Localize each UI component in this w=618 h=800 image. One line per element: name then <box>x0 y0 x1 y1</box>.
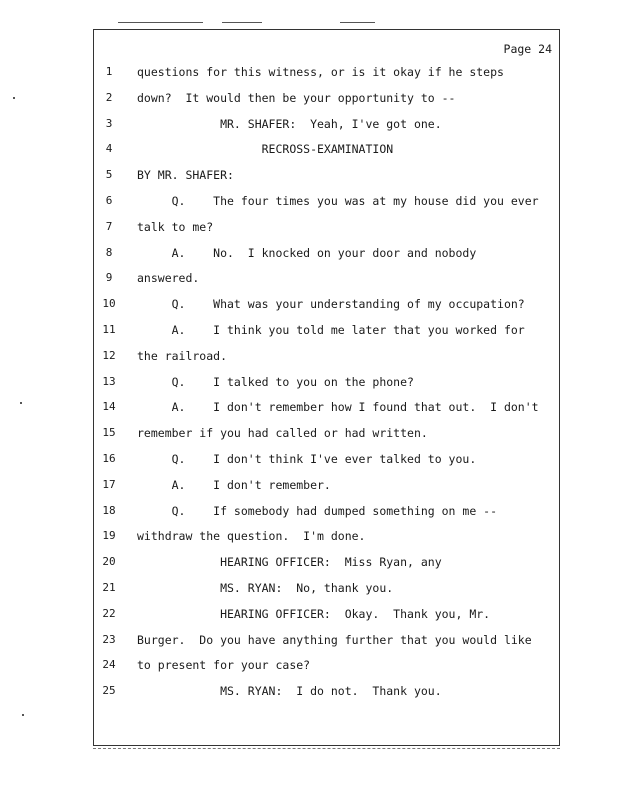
line-text: Q. If somebody had dumped something on me -- <box>137 503 498 518</box>
line-number: 17 <box>102 477 116 491</box>
scan-mark <box>118 22 203 23</box>
line-text: MS. RYAN: No, thank you. <box>137 581 394 595</box>
line-text: Q. I don't think I've ever talked to you. <box>137 452 477 466</box>
scan-mark <box>222 22 262 23</box>
transcript-line <box>0 268 618 294</box>
line-number: 21 <box>102 581 116 594</box>
page-number: Page 24 <box>503 42 552 56</box>
line-number: 15 <box>102 426 116 440</box>
line-number: 11 <box>102 323 116 336</box>
line-text: questions for this witness, or is it okay if he steps <box>137 65 504 79</box>
line-number: 22 <box>102 606 116 620</box>
transcript-line <box>0 526 618 552</box>
transcript-line <box>0 62 618 88</box>
line-text: Q. I talked to you on the phone? <box>137 374 414 389</box>
line-number: 23 <box>102 632 116 646</box>
line-text: Q. What was your understanding of my occupation? <box>137 297 525 312</box>
transcript-line <box>0 655 618 681</box>
line-text: A. I don't remember how I found that out. I don't <box>137 400 539 415</box>
line-text: A. No. I knocked on your door and nobody <box>137 245 477 260</box>
transcript-line <box>0 114 618 140</box>
line-number: 1 <box>105 65 113 78</box>
transcript-line <box>0 423 618 449</box>
transcript-line <box>0 604 618 630</box>
transcript-line <box>0 397 618 423</box>
line-text: to present for your case? <box>137 658 311 673</box>
line-number: 14 <box>102 400 116 414</box>
transcript-line <box>0 165 618 191</box>
line-text: withdraw the question. I'm done. <box>137 529 366 544</box>
transcript-line <box>0 578 618 604</box>
line-text: the railroad. <box>137 348 228 363</box>
page-bottom-rule <box>93 748 560 750</box>
line-text: BY MR. SHAFER: <box>137 168 234 183</box>
line-text: remember if you had called or had written. <box>137 426 428 441</box>
line-number: 3 <box>105 116 113 130</box>
line-number: 25 <box>102 684 116 698</box>
line-number: 20 <box>102 555 116 569</box>
transcript-line <box>0 552 618 578</box>
line-number: 8 <box>105 245 113 259</box>
transcript-line <box>0 346 618 372</box>
line-text: answered. <box>137 271 200 286</box>
line-text: HEARING OFFICER: Okay. Thank you, Mr. <box>137 606 491 621</box>
line-text: MR. SHAFER: Yeah, I've got one. <box>137 116 442 131</box>
transcript-line <box>0 475 618 501</box>
line-text: Burger. Do you have anything further that you would like <box>137 632 532 647</box>
transcript-line <box>0 630 618 656</box>
scan-speck <box>22 714 24 716</box>
scan-mark <box>340 22 375 23</box>
transcript-line <box>0 320 618 346</box>
transcript-line <box>0 449 618 475</box>
line-text: talk to me? <box>137 219 214 234</box>
transcript-line <box>0 372 618 398</box>
line-number: 12 <box>102 348 116 362</box>
transcript-line <box>0 217 618 243</box>
line-text: down? It would then be your opportunity to -- <box>137 90 456 105</box>
line-text: A. I don't remember. <box>137 477 331 492</box>
transcript-line <box>0 501 618 527</box>
line-text: RECROSS-EXAMINATION <box>137 142 394 157</box>
transcript-line <box>0 681 618 707</box>
line-number: 24 <box>102 658 116 672</box>
line-text: A. I think you told me later that you worked for <box>137 323 525 337</box>
line-text: HEARING OFFICER: Miss Ryan, any <box>137 555 442 570</box>
line-number: 9 <box>105 271 113 285</box>
line-number: 4 <box>105 142 113 156</box>
transcript-line <box>0 243 618 269</box>
transcript-line <box>0 294 618 320</box>
transcript-line <box>0 139 618 165</box>
line-number: 10 <box>102 297 116 311</box>
line-text: Q. The four times you was at my house did you ever <box>137 194 539 208</box>
line-number: 6 <box>105 194 113 207</box>
line-text: MS. RYAN: I do not. Thank you. <box>137 684 442 699</box>
line-number: 16 <box>102 452 116 465</box>
line-number: 13 <box>102 374 116 388</box>
line-number: 7 <box>105 219 113 233</box>
line-number: 18 <box>102 503 116 517</box>
transcript-line <box>0 88 618 114</box>
transcript-line <box>0 191 618 217</box>
line-number: 19 <box>102 529 116 543</box>
line-number: 5 <box>105 168 113 182</box>
line-number: 2 <box>105 90 113 104</box>
